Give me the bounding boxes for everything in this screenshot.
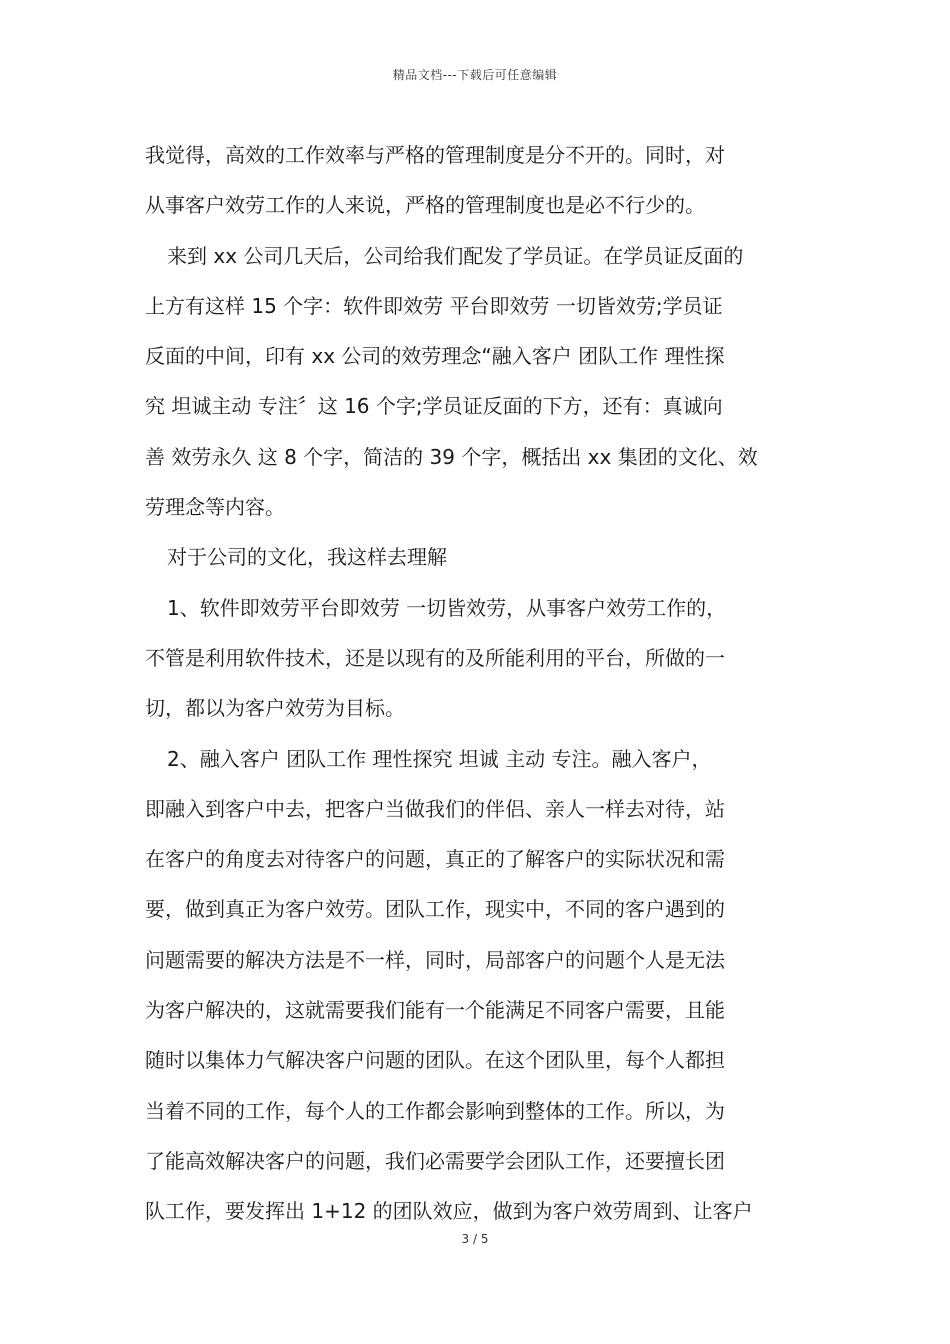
text-line: 要，做到真正为客户效劳。团队工作，现实中，不同的客户遇到的	[145, 897, 725, 922]
page-number: 3 / 5	[461, 1232, 489, 1246]
text-line: 来到 xx 公司几天后，公司给我们配发了学员证。在学员证反面的	[167, 243, 744, 268]
text-line: 究 坦诚主动 专注〞这 16 个字;学员证反面的下方，还有：真诚向	[145, 394, 723, 419]
text-line: 切，都以为客户效劳为目标。	[145, 696, 405, 721]
page-header: 精品文档---下载后可任意编辑	[392, 68, 558, 82]
text-line: 即融入到客户中去，把客户当做我们的伴侣、亲人一样去对待，站	[145, 796, 725, 821]
text-line: 当着不同的工作，每个人的工作都会影响到整体的工作。所以，为	[145, 1098, 725, 1123]
document-body	[145, 130, 807, 1237]
text-line: 了能高效解决客户的问题，我们必需要学会团队工作，还要擅长团	[145, 1148, 725, 1173]
text-line: 劳理念等内容。	[145, 495, 285, 520]
text-line: 2、融入客户 团队工作 理性探究 坦诚 主动 专注。融入客户，	[167, 746, 712, 771]
text-line: 我觉得，高效的工作效率与严格的管理制度是分不开的。同时，对	[145, 143, 725, 167]
text-line: 善 效劳永久 这 8 个字，简洁的 39 个字，概括出 xx 集团的文化、效	[145, 444, 758, 469]
text-line: 上方有这样 15 个字：软件即效劳 平台即效劳 一切皆效劳;学员证	[145, 293, 723, 318]
text-line: 问题需要的解决方法是不一样，同时，局部客户的问题个人是无法	[145, 947, 725, 972]
text-line: 不管是利用软件技术，还是以现有的及所能利用的平台，所做的一	[145, 645, 725, 670]
text-line: 对于公司的文化，我这样去理解	[167, 545, 447, 570]
text-line: 在客户的角度去对待客户的问题，真正的了解客户的实际状况和需	[145, 847, 725, 872]
text-line: 从事客户效劳工作的人来说，严格的管理制度也是必不行少的。	[145, 193, 705, 218]
text-line: 反面的中间，印有 xx 公司的效劳理念“融入客户 团队工作 理性探	[145, 344, 725, 369]
text-line: 队工作，要发挥出 1+12 的团队效应，做到为客户效劳周到、让客户	[145, 1199, 753, 1224]
text-line: 随时以集体力气解决客户问题的团队。在这个团队里，每个人都担	[145, 1048, 725, 1073]
text-line: 1、软件即效劳平台即效劳 一切皆效劳，从事客户效劳工作的，	[167, 595, 727, 620]
text-line: 为客户解决的，这就需要我们能有一个能满足不同客户需要，且能	[145, 998, 725, 1023]
